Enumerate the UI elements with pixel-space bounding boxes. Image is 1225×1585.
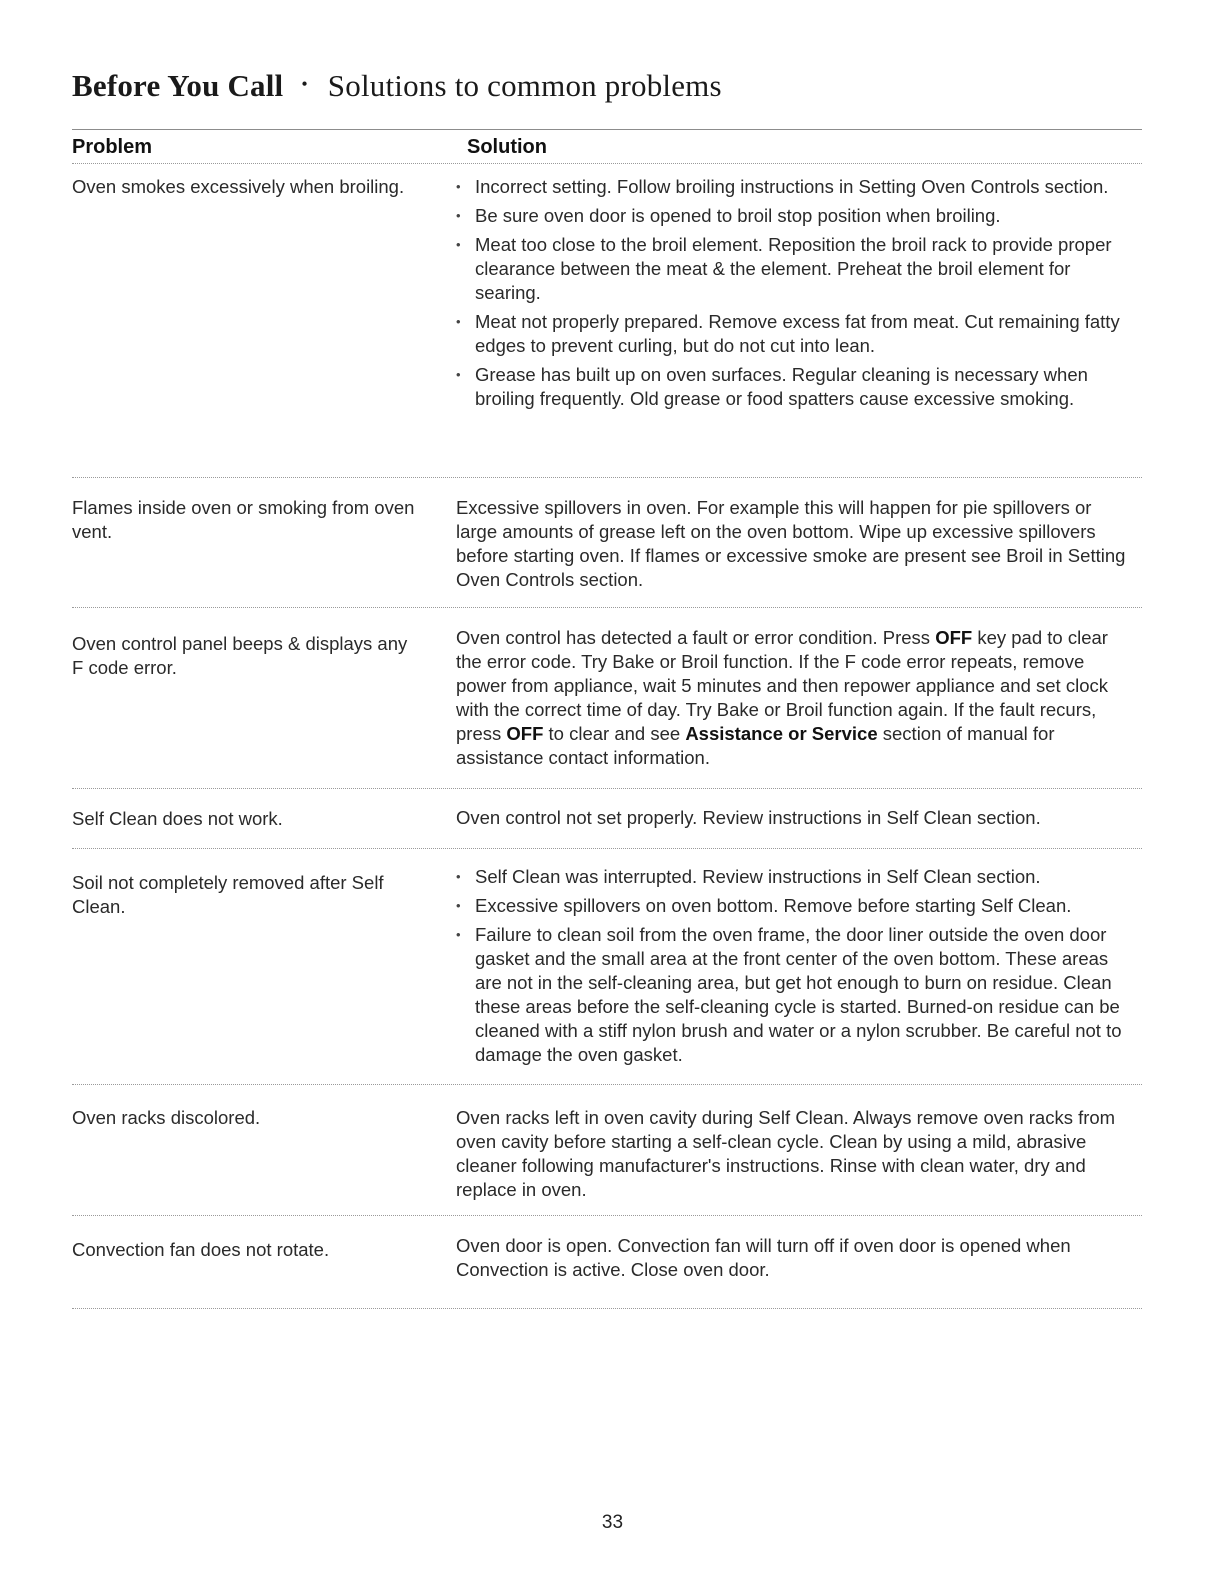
problem-solution-table [72,163,1142,1309]
solution-item: • Excessive spillovers on oven bottom. Remove before starting Self Clean. [456,894,1136,918]
solution-item: • Meat too close to the broil element. Reposition the broil rack to provide proper clearance between the meat & the element. Preheat the broil element for searing. [456,233,1136,305]
table-row [72,849,1142,1085]
title-bold: Before You Call [72,68,284,103]
solution-item: • Meat not properly prepared. Remove excess fat from meat. Cut remaining fatty edges to prevent curling, but do not cut into lean. [456,310,1136,358]
assistance-section-label: Assistance or Service [685,723,878,744]
solution-list [456,849,1136,1067]
problem-text: Oven control panel beeps & displays any F code error. [72,633,408,678]
solution-list [456,163,1136,411]
solution-item: • Failure to clean soil from the oven frame, the door liner outside the oven door gasket and the small area at the front center of the oven bottom. These areas are not in the self-cleaning area, but get hot enough to burn on residue. Clean these areas before the self-cleaning cycle is started. Burned-on residue can be cleaned with a stiff nylon brush and water or a nylon scrubber. Be careful not to damage the oven gasket. [456,923,1136,1067]
problem-text: Flames inside oven or smoking from oven vent. [72,497,415,542]
title-bullet: • [301,74,308,94]
off-key-label: OFF [506,723,544,744]
table-row [72,1216,1142,1309]
problem-column-header: Problem [72,136,153,158]
table-row [72,163,1142,478]
title-regular: Solutions to common problems [327,68,722,103]
solution-text: Excessive spillovers in oven. For example this will happen for pie spillovers or large amounts of grease left on the oven bottom. Wipe up excessive spillovers before starting oven. If flames or excessive smoke are present see Broil in Setting Oven Controls section. [456,497,1126,590]
problem-text: Convection fan does not rotate. [72,1239,330,1260]
top-rule [72,129,1142,130]
table-row [72,478,1142,608]
table-row [72,789,1142,849]
off-key-label: OFF [935,627,973,648]
page-title [72,68,722,104]
table-row [72,608,1142,789]
problem-text: Self Clean does not work. [72,808,283,829]
solution-item: • Incorrect setting. Follow broiling instructions in Setting Oven Controls section. [456,175,1136,199]
problem-text: Soil not completely removed after Self Clean. [72,872,384,917]
problem-text: Oven racks discolored. [72,1107,261,1128]
solution-item: • Be sure oven door is opened to broil stop position when broiling. [456,204,1136,228]
solution-item: • Self Clean was interrupted. Review instructions in Self Clean section. [456,865,1136,889]
solution-text: Oven control has detected a fault or error condition. Press OFF key pad to clear the error code. Try Bake or Broil function. If the F code error repeats, remove power from appliance, wait 5 minutes and then repower appliance and set clock with the correct time of day. Try Bake or Broil function again. If the fault recurs, press OFF to clear and see Assistance or Service section of manual for assistance contact information. [456,627,1108,768]
solution-item: • Grease has built up on oven surfaces. Regular cleaning is necessary when broiling frequently. Old grease or food spatters cause excessive smoking. [456,363,1136,411]
solution-text: Oven door is open. Convection fan will turn off if oven door is opened when Convection is active. Close oven door. [456,1235,1071,1280]
solution-text: Oven control not set properly. Review instructions in Self Clean section. [456,807,1041,828]
solution-text: Oven racks left in oven cavity during Self Clean. Always remove oven racks from oven cavity before starting a self-clean cycle. Clean by using a mild, abrasive cleaner following manufacturer's instructions. Rinse with clean water, dry and replace in oven. [456,1107,1116,1200]
page-number: 33 [601,1512,624,1533]
solution-column-header: Solution [467,136,547,158]
table-row [72,1085,1142,1216]
problem-text: Oven smokes excessively when broiling. [72,176,405,197]
